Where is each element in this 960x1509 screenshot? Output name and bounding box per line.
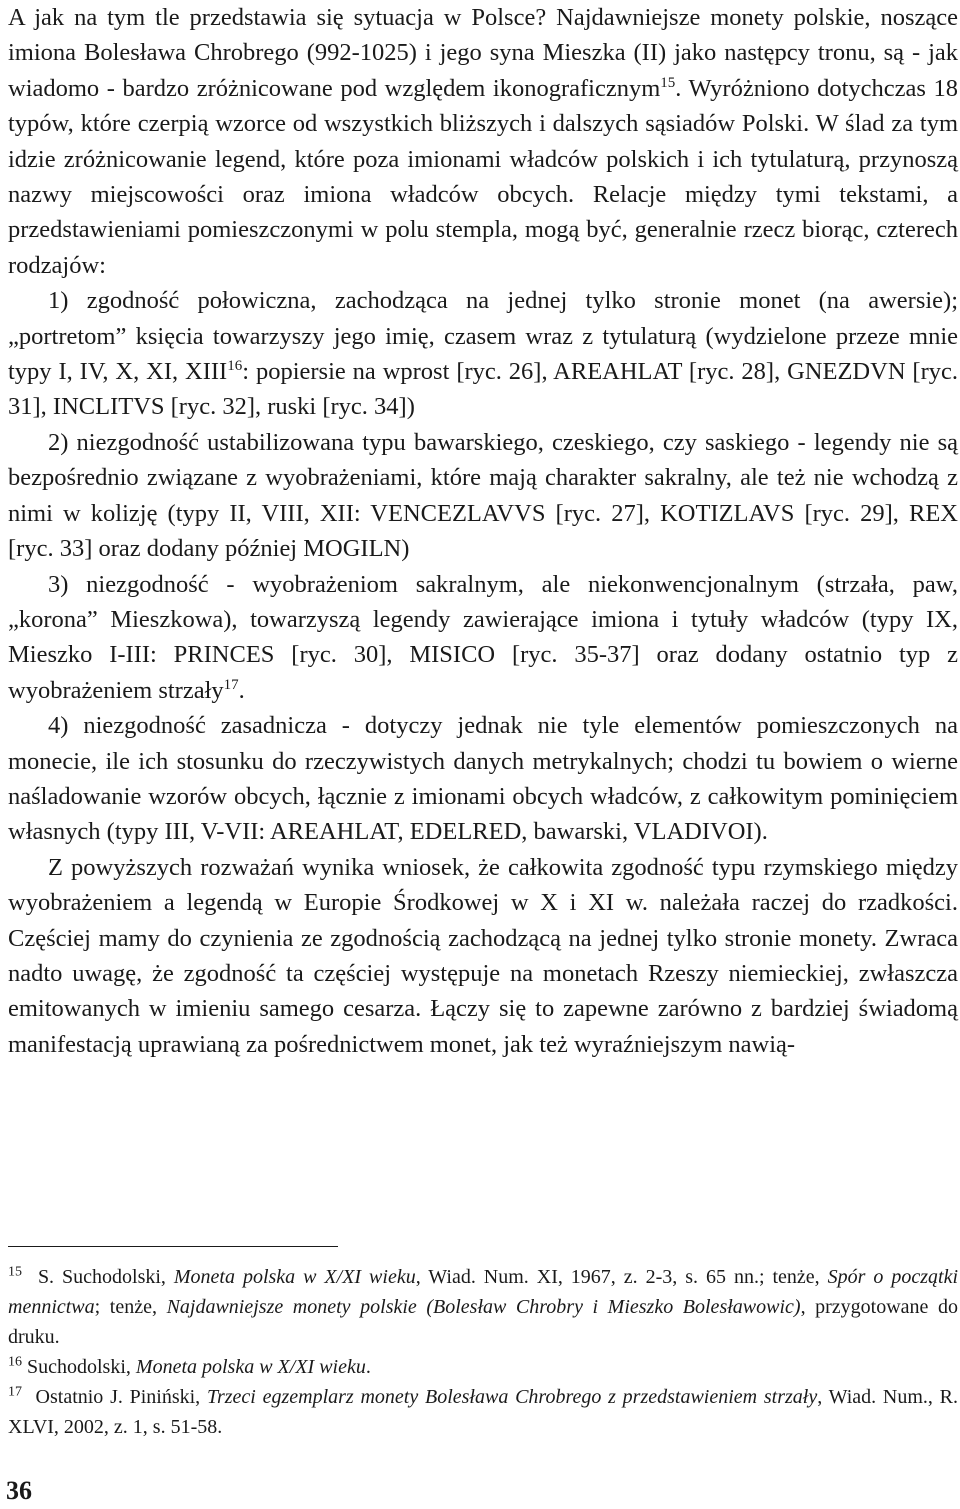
footnote-ref-15: 15 bbox=[660, 74, 676, 91]
paragraph-item-4: 4) niezgodność zasadnicza - dotyczy jednak nie tyle elementów pomieszczonych na monecie, ile ich stosunku do rzeczywistych danych metrykalnych; chodzi tu bowiem o wierne naśladowanie wzorów obcych, łącznie z imionami obcych władców, z całkowitym pominięciem własnych (typy III, V-VII: AREAHLAT, EDELRED, bawarski, VLADIVOI). bbox=[8, 712, 958, 846]
footnote-text: Suchodolski, bbox=[27, 1356, 136, 1378]
footnote-title: Moneta polska w X/XI wieku bbox=[173, 1266, 416, 1288]
footnote-number: 15 bbox=[8, 1264, 22, 1280]
footnote-title: Moneta polska w X/XI wieku bbox=[135, 1356, 366, 1378]
main-text bbox=[8, 0, 958, 1062]
paragraph-item-2: 2) niezgodność ustabilizowana typu bawarskiego, czeskiego, czy saskiego - legendy nie są bezpośrednio związane z wyobrażeniami, które mają charakter sakralny, ale też nie wchodzą z nimi w kolizję (typy II, VIII, XII: VENCEZLAVVS [ryc. 27], KOTIZLAVS [ryc. 29], REX [ryc. 33] oraz dodany później MOGILN) bbox=[8, 428, 958, 563]
paragraph-text: 3) niezgodność - wyobrażeniom sakralnym, ale niekonwencjonalnym (strzała, paw, „korona” Mieszkowa), towarzyszą legendy zawierające imiona i tytuły władców (typy IX, Mieszko I-III: PRINCES [ryc. 30], MISICO [ryc. 35-37] oraz dodany ostatnio typ z wyobrażeniem strzały bbox=[8, 570, 958, 704]
paragraph-text: A jak na tym tle przedstawia się sytuacja w Polsce? Najdawniejsze monety polskie, noszące imiona Bolesława Chrobrego (992-1025) i jego syna Mieszka (II) jako następcy tronu, są - jak wiadomo - bardzo zróżnicowane pod względem ikonograficznym bbox=[8, 4, 958, 102]
paragraph-intro bbox=[8, 0, 958, 283]
paragraph-text: . Wyróżniono dotychczas 18 typów, które czerpią wzorce od wszystkich bliższych i dalszych sąsiadów Polski. W ślad za tym idzie zróżnicowanie legend, które poza imionami władców polskich i ich tytulaturą, przynoszą nazwy miejscowości oraz imiona władców obcych. Relacje między tymi tekstami, a przedstawieniami pomieszczonymi w polu stempla, mogą być, generalnie rzecz biorąc, czterech rodzajów: bbox=[8, 74, 958, 279]
footnote-15 bbox=[8, 1262, 958, 1352]
paragraph-text: 1) zgodność połowiczna, zachodząca na jednej tylko stronie monet (na awersie); „portretom” księcia towarzyszy jego imię, czasem wraz z tytulaturą (wydzielone przeze mnie typy I, IV, X, XI, XIII bbox=[8, 287, 958, 386]
footnote-text: , przygotowane do druku. bbox=[8, 1296, 959, 1348]
footnote-title: Spór o początki mennictwa bbox=[8, 1266, 959, 1318]
footnote-17 bbox=[8, 1382, 958, 1442]
paragraph-text: . bbox=[238, 676, 245, 704]
footnote-text: Ostatnio J. Piniński, bbox=[35, 1386, 207, 1408]
footnote-number: 17 bbox=[8, 1384, 22, 1400]
page-body bbox=[8, 0, 958, 1062]
paragraph-conclusion: Z powyższych rozważań wynika wniosek, że całkowita zgodność typu rzymskiego między wyobrażeniem a legendą w Europie Środkowej w X i XI w. należała raczej do rzadkości. Częściej mamy do czynienia ze zgodnością zachodzącą na jednej tylko stronie monety. Zwraca nadto uwagę, że zgodność ta częściej występuje na monetach Rzeszy niemieckiej, zwłaszcza emitowanych w imieniu samego cesarza. Łączy się to zapewne zarówno z bardziej świadomą manifestacją uprawianą za pośrednictwem monet, jak też wyraźniejszym nawią- bbox=[8, 853, 958, 1058]
footnote-title: Trzeci egzemplarz monety Bolesława Chrobrego z przedstawieniem strzały bbox=[206, 1386, 818, 1408]
footnote-ref-17: 17 bbox=[223, 676, 239, 693]
page-number: 36 bbox=[6, 1476, 32, 1505]
paragraph-item-3 bbox=[8, 567, 958, 709]
footnote-16 bbox=[8, 1352, 958, 1382]
footnote-ref-16: 16 bbox=[227, 357, 243, 374]
footnote-text: , Wiad. Num. XI, 1967, z. 2-3, s. 65 nn.; tenże, bbox=[415, 1266, 828, 1288]
paragraph-item-1 bbox=[8, 283, 958, 425]
footnote-text: , Wiad. Num., R. XLVI, 2002, z. 1, s. 51-58. bbox=[8, 1386, 958, 1438]
footnote-separator bbox=[8, 1246, 338, 1247]
paragraph-text: : popiersie na wprost [ryc. 26], AREAHLAT [ryc. 28], GNEZDVN [ryc. 31], INCLITVS [ryc. 32], ruski [ryc. 34]) bbox=[8, 358, 958, 421]
footnote-number: 16 bbox=[8, 1354, 22, 1370]
footnote-text: ; tenże, bbox=[94, 1296, 167, 1318]
footnote-title: Najdawniejsze monety polskie (Bolesław Chrobry i Mieszko Bolesławowic) bbox=[166, 1296, 801, 1318]
footnote-text: . bbox=[365, 1356, 371, 1378]
footnote-text: S. Suchodolski, bbox=[37, 1266, 174, 1288]
footnotes bbox=[8, 1262, 958, 1442]
